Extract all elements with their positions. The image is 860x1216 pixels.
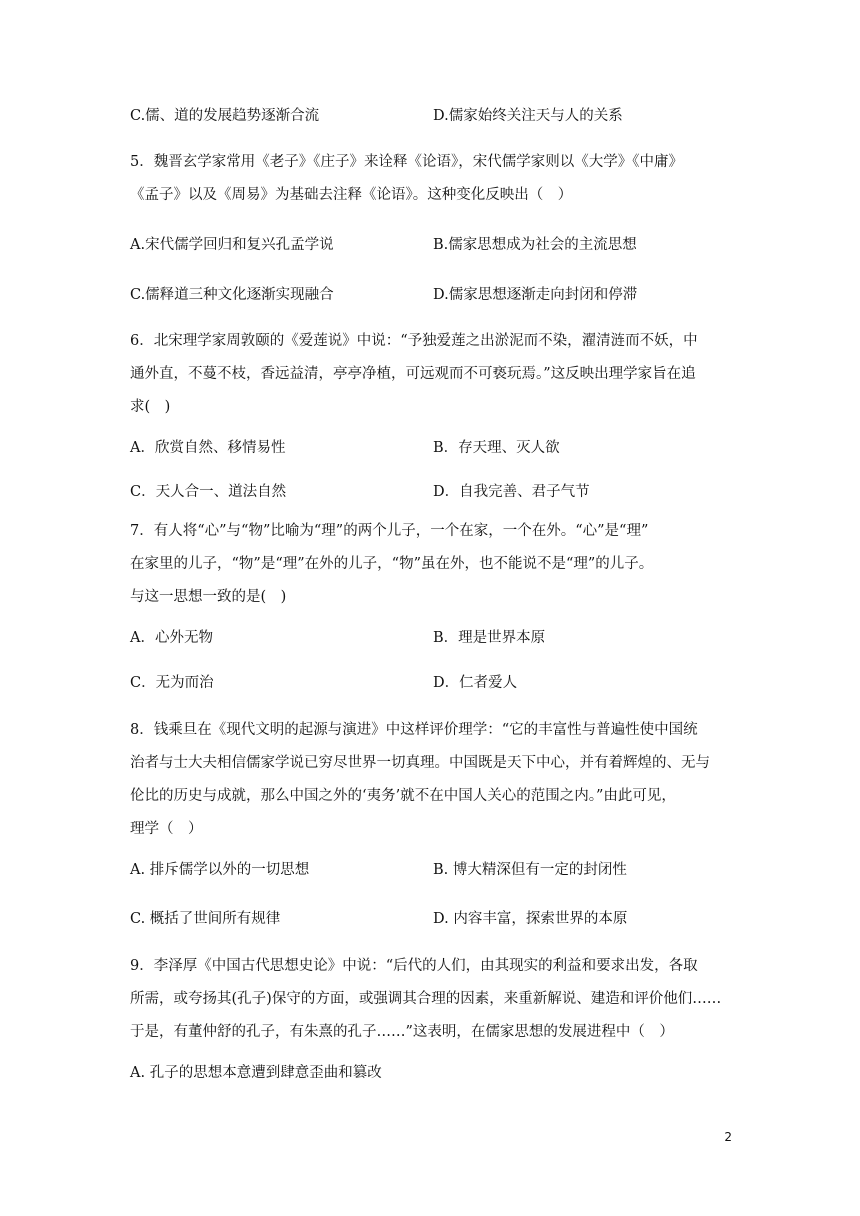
q5-option-a: A.宋代儒学回归和复兴孔孟学说 — [130, 237, 334, 253]
question-8-line-1: 8．钱乘旦在《现代文明的起源与演进》中这样评价理学：“它的丰富性与普遍性使中国统 — [130, 722, 698, 738]
question-6-line-3: 求( ) — [130, 399, 171, 415]
question-5-line-2: 《孟子》以及《周易》为基础去注释《论语》。这种变化反映出（ ） — [130, 187, 573, 203]
q5-option-d: D.儒家思想逐渐走向封闭和停滞 — [433, 287, 638, 303]
q8-option-d: D. 内容丰富，探索世界的本原 — [433, 911, 628, 927]
q7-option-a: A．心外无物 — [130, 630, 213, 646]
question-8-line-3: 伦比的历史与成就，那么中国之外的‘夷务’就不在中国人关心的范围之内。”由此可见， — [130, 788, 676, 804]
q8-option-c: C. 概括了世间所有规律 — [130, 911, 281, 927]
question-9 — [130, 950, 736, 1049]
q6-option-d: D．自我完善、君子气节 — [433, 484, 590, 500]
question-9-line-1: 9．李泽厚《中国古代思想史论》中说：“后代的人们，由其现实的利益和要求出发，各取 — [130, 958, 698, 974]
question-5 — [130, 146, 736, 212]
question-8 — [130, 714, 736, 846]
q6-option-b: B．存天理、灭人欲 — [433, 440, 560, 456]
question-6 — [130, 325, 736, 424]
question-7-line-3: 与这一思想一致的是( ) — [130, 589, 287, 605]
question-8-line-4: 理学（ ） — [130, 821, 203, 837]
question-7-line-1: 7．有人将“心”与“物”比喻为“理”的两个儿子，一个在家，一个在外。“心”是“理” — [130, 523, 649, 539]
q6-option-c: C．天人合一、道法自然 — [130, 484, 287, 500]
q7-option-b: B．理是世界本原 — [433, 630, 546, 646]
q4-option-c: C.儒、道的发展趋势逐渐合流 — [130, 108, 320, 124]
q4-option-d: D.儒家始终关注天与人的关系 — [433, 108, 623, 124]
q5-option-c: C.儒释道三种文化逐渐实现融合 — [130, 287, 334, 303]
q9-option-a: A. 孔子的思想本意遭到肆意歪曲和篡改 — [130, 1065, 382, 1081]
question-7-line-2: 在家里的儿子，“物”是“理”在外的儿子，“物”虽在外，也不能说不是“理”的儿子。 — [130, 556, 654, 572]
question-6-line-1: 6．北宋理学家周敦颐的《爱莲说》中说：“予独爱莲之出淤泥而不染，濯清涟而不妖，中 — [130, 333, 698, 349]
q5-option-b: B.儒家思想成为社会的主流思想 — [433, 237, 637, 253]
question-8-line-2: 治者与士大夫相信儒家学说已穷尽世界一切真理。中国既是天下中心，并有着辉煌的、无与 — [130, 755, 710, 771]
q7-option-c: C．无为而治 — [130, 675, 214, 691]
page-number: 2 — [724, 1130, 732, 1144]
question-6-line-2: 通外直，不蔓不枝，香远益清，亭亭净植，可远观而不可亵玩焉。”这反映出理学家旨在追 — [130, 366, 696, 382]
question-7 — [130, 515, 736, 614]
question-5-line-1: 5．魏晋玄学家常用《老子》《庄子》来诠释《论语》，宋代儒学家则以《大学》《中庸》 — [130, 154, 683, 170]
q6-option-a: A．欣赏自然、移情易性 — [130, 440, 286, 456]
question-9-line-2: 所需，或夸扬其(孔子)保守的方面，或强调其合理的因素，来重新解说、建造和评价他们…… — [130, 991, 722, 1007]
q7-option-d: D．仁者爱人 — [433, 675, 518, 691]
q8-option-a: A. 排斥儒学以外的一切思想 — [130, 862, 310, 878]
q8-option-b: B. 博大精深但有一定的封闭性 — [433, 862, 627, 878]
question-9-line-3: 于是，有董仲舒的孔子，有朱熹的孔子……”这表明，在儒家思想的发展进程中（ ） — [130, 1024, 674, 1040]
